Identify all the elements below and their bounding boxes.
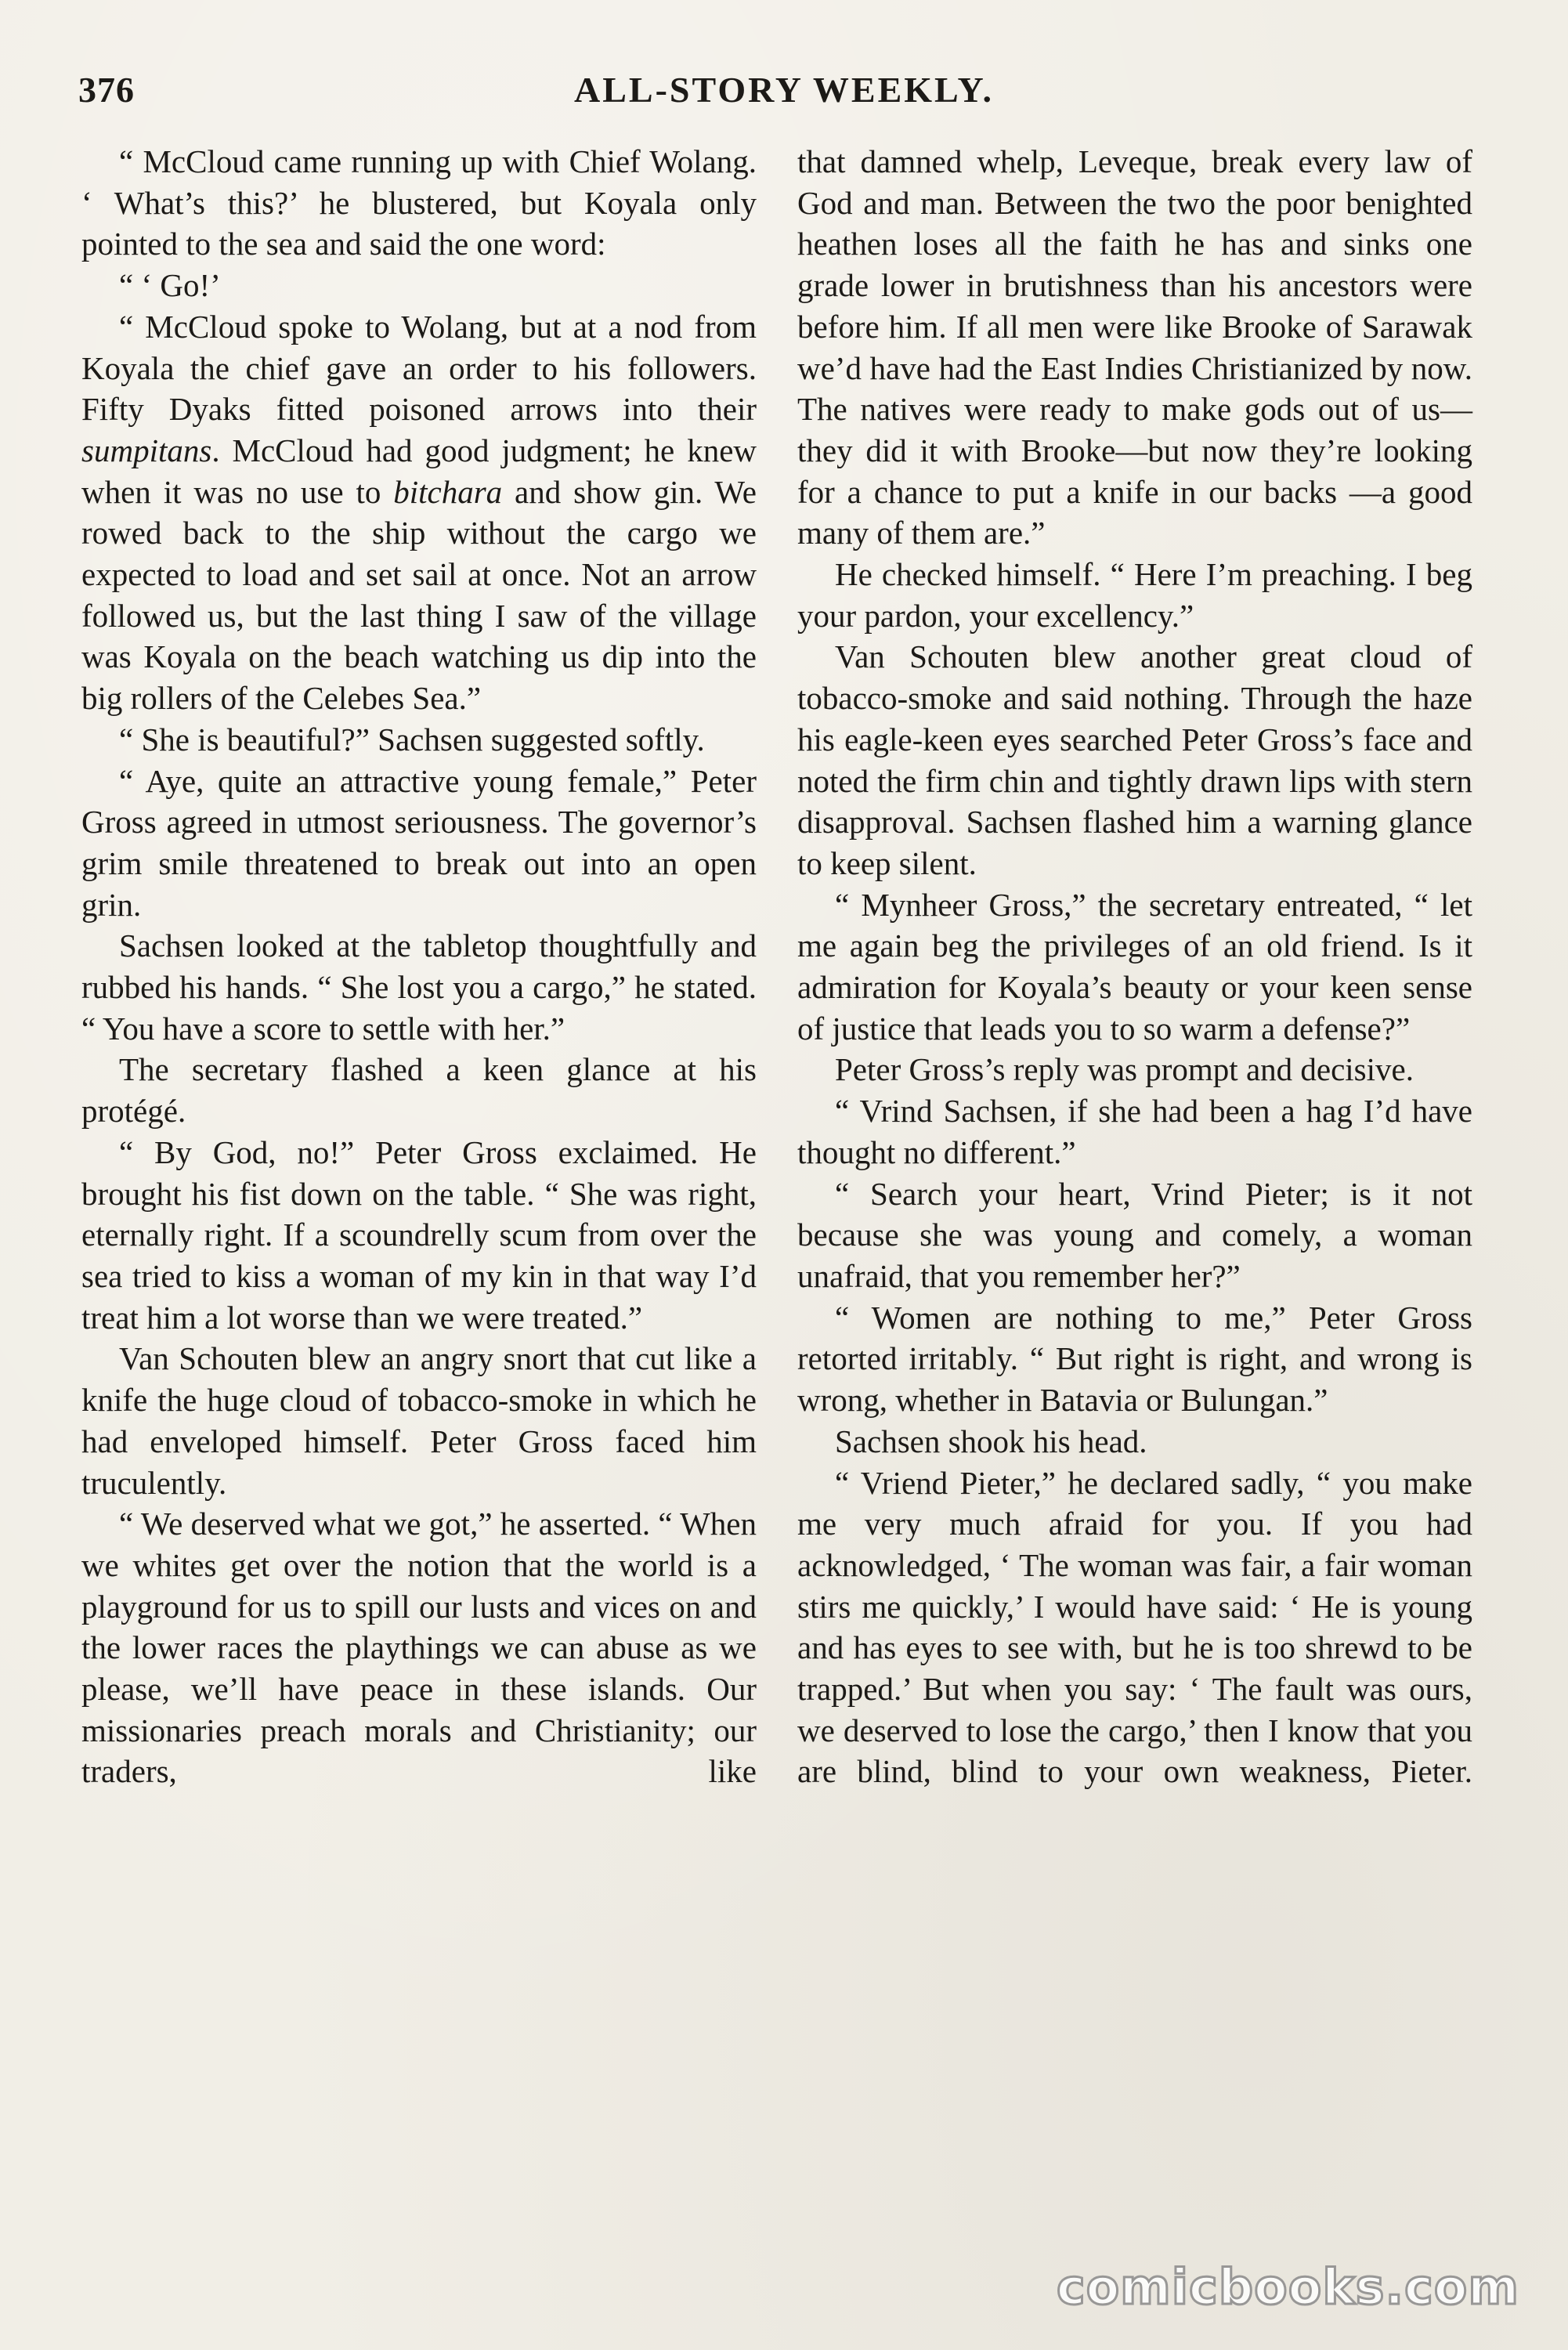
left-column xyxy=(81,141,757,1792)
paragraph xyxy=(797,1173,1472,1297)
page-header xyxy=(78,69,1490,124)
paragraph xyxy=(797,1421,1472,1462)
paragraph-text: that damned whelp, Leveque, break every law of God and man. Between the two the poor benighted heathen loses all the faith he has and sinks one grade lower in brutishness than his ancestors were before him. If all men were like Brooke of Sarawak we’d have had the East Indies Christianized by now. The natives were ready to make gods out of us—they did it with Brooke—but now they’re looking for a chance to put a knife in our backs —a good many of them are.” xyxy=(797,143,1472,551)
paragraph xyxy=(81,306,757,719)
paragraph-text: “ Vrind Sachsen, if she had been a hag I’d have thought no different.” xyxy=(797,1093,1472,1170)
paragraph xyxy=(81,1132,757,1339)
paragraph-text: “ Mynheer Gross,” the secretary entreated, “ let me again beg the privileges of an old friend. Is it admiration for Koyala’s beauty or your keen sense of justice that leads you to so warm a defense?” xyxy=(797,886,1472,1047)
running-head: ALL-STORY WEEKLY. xyxy=(574,70,994,110)
paragraph-text: Van Schouten blew another great cloud of tobacco-smoke and said nothing. Through the haze his eagle-keen eyes searched Peter Gross’s face and noted the firm chin and tightly drawn lips with stern disapproval. Sachsen flashed him a warning glance to keep silent. xyxy=(797,638,1472,881)
paragraph-text: Van Schouten blew an angry snort that cut like a knife the huge cloud of tobacco-smoke in which he had enveloped himself. Peter Gross faced him truculently. xyxy=(81,1340,757,1501)
paragraph-text: “ McCloud spoke to Wolang, but at a nod from Koyala the chief gave an order to his followers. Fifty Dyaks fitted poisoned arrows into their xyxy=(81,308,757,428)
paragraph xyxy=(797,884,1472,1050)
paragraph xyxy=(797,636,1472,884)
italic-word: sumpitans xyxy=(81,432,212,468)
paragraph xyxy=(81,761,757,926)
paragraph xyxy=(797,1462,1472,1793)
paragraph-text: “ ‘ Go!’ xyxy=(119,267,221,304)
paragraph-text: Peter Gross’s reply was prompt and decisive. xyxy=(835,1051,1414,1088)
paragraph xyxy=(81,925,757,1049)
paragraph-text: “ Aye, quite an attractive young female,” Peter Gross agreed in utmost seriousness. The governor’s grim smile threatened to break out into an open grin. xyxy=(81,762,757,923)
paragraph xyxy=(797,554,1472,636)
paragraph xyxy=(81,1338,757,1503)
watermark: comicbooks.com xyxy=(1056,2258,1519,2316)
paragraph-text: “ We deserved what we got,” he asserted. “ When we whites get over the notion that the world is a playground for us to spill our lusts and vices on and the lower races the playthings we can abuse as we please, we’ll have peace in these islands. Our missionaries preach morals and Christianity; our traders, like xyxy=(81,1506,757,1790)
paragraph-text: Sachsen looked at the tabletop thoughtfully and rubbed his hands. “ She lost you a cargo,” he stated. “ You have a score to settle with her.” xyxy=(81,927,757,1047)
text-columns xyxy=(81,141,1472,1792)
page-number: 376 xyxy=(78,70,135,110)
paragraph xyxy=(81,1503,757,1792)
paragraph-text: He checked himself. “ Here I’m preaching. I beg your pardon, your excellency.” xyxy=(797,556,1472,634)
paragraph xyxy=(797,141,1472,554)
paragraph xyxy=(81,141,757,265)
right-column xyxy=(797,141,1472,1792)
paragraph xyxy=(81,1049,757,1131)
paragraph xyxy=(797,1049,1472,1090)
paragraph-text: “ By God, no!” Peter Gross exclaimed. He brought his fist down on the table. “ She was right, eternally right. If a scoundrelly scum from over the sea tried to kiss a woman of my kin in that way I’d treat him a lot worse than we were treated.” xyxy=(81,1133,757,1336)
paragraph-text: . McCloud had good judgment; he knew when it was no use to xyxy=(81,432,757,510)
paragraph xyxy=(81,265,757,306)
paragraph xyxy=(797,1297,1472,1421)
paragraph xyxy=(797,1090,1472,1173)
paragraph-text: and show gin. We rowed back to the ship without the cargo we expected to load and set sail at once. Not an arrow followed us, but the last thing I saw of the village was Koyala on the beach watching us dip into the big rollers of the Celebes Sea.” xyxy=(81,473,757,717)
paragraph-text: “ Women are nothing to me,” Peter Gross retorted irritably. “ But right is right, and wrong is wrong, whether in Batavia or Bulungan.” xyxy=(797,1299,1472,1419)
paragraph xyxy=(81,719,757,761)
paragraph-text: “ She is beautiful?” Sachsen suggested softly. xyxy=(119,721,705,757)
paragraph-text: “ Vriend Pieter,” he declared sadly, “ you make me very much afraid for you. If you had acknowledged, ‘ The woman was fair, a fair woman stirs me quickly,’ I would have said: ‘ He is young and has eyes to see with, but he is too shrewd to be trapped.’ But when you say: ‘ The fault was ours, we deserved to lose the cargo,’ then I know that you are blind, blind to your own weakness, Pieter. xyxy=(797,1464,1472,1790)
italic-word: bitchara xyxy=(393,473,503,510)
paragraph-text: The secretary flashed a keen glance at his protégé. xyxy=(81,1051,757,1130)
paragraph-text: Sachsen shook his head. xyxy=(835,1423,1147,1459)
paragraph-text: “ Search your heart, Vrind Pieter; is it not because she was young and comely, a woman unafraid, that you remember her?” xyxy=(797,1175,1472,1294)
paragraph-text: “ McCloud came running up with Chief Wolang. ‘ What’s this?’ he blustered, but Koyala only pointed to the sea and said the one word: xyxy=(81,143,757,262)
